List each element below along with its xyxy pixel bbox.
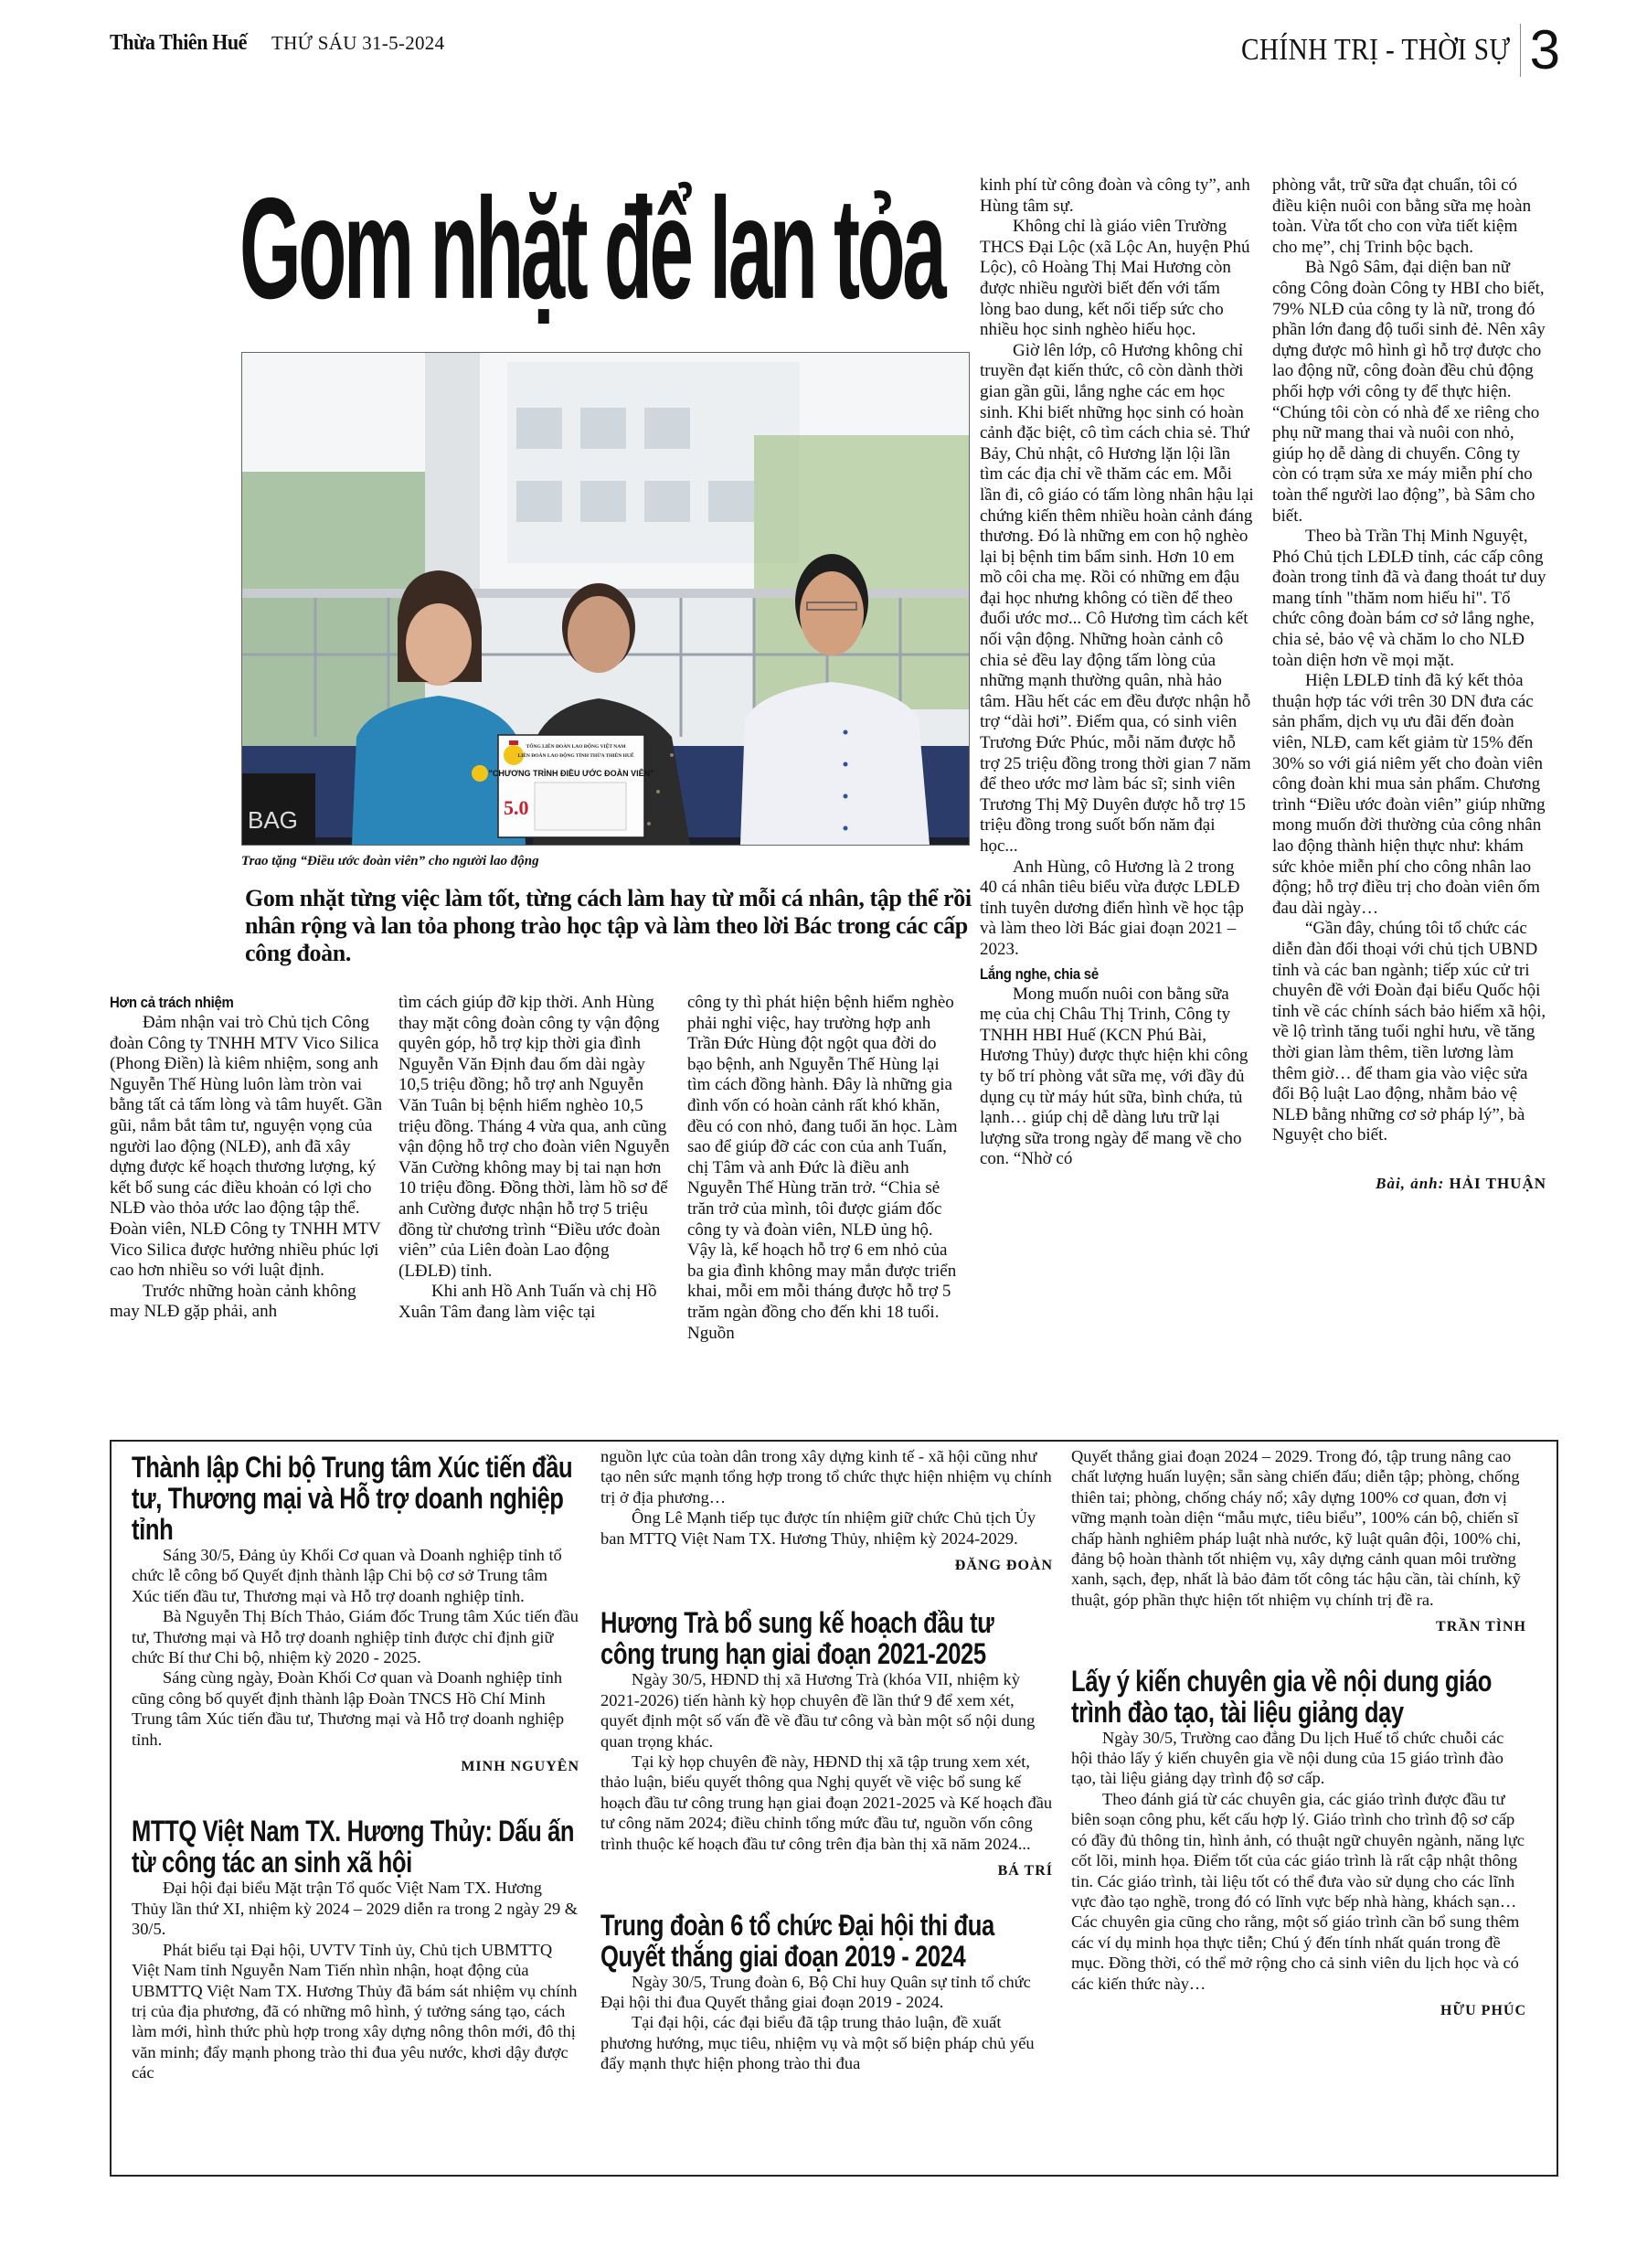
paragraph: kinh phí từ công đoàn và công ty”, anh Hùng tâm sự. bbox=[980, 176, 1250, 216]
paragraph: công ty thì phát hiện bệnh hiểm nghèo phải nghỉ việc, hay trường hợp anh Trần Đức Hùng đột ngột qua đời do bạo bệnh, anh Nguyễn Thế Hùng lại tìm cách đồng hành. Đây là những gia đình vốn có hoàn cảnh rất khó khăn, đều có con nhỏ, đang tuổi ăn học. Làm sao để giúp đỡ các con của anh Tuấn, chị Tâm và anh Đức là điều anh Nguyễn Thế Hùng trăn trở. “Chia sẻ trăn trở của mình, tôi được giám đốc công ty và đoàn viên, NLĐ ủng hộ. Vậy là, kế hoạch hỗ trợ 6 em nhỏ của ba gia đình không may mắn được triển khai, mỗi em mỗi tháng được hỗ trợ 5 trăm ngàn đồng cho đến khi 18 tuổi. Nguồn bbox=[687, 993, 958, 1343]
paragraph: Anh Hùng, cô Hương là 2 trong 40 cá nhân tiêu biểu vừa được LĐLĐ tỉnh tuyên dương điển hình về học tập và làm theo lời Bác giai đoạn 2021 – 2023. bbox=[980, 857, 1244, 959]
paragraph: Đại hội đại biểu Mặt trận Tổ quốc Việt Nam TX. Hương Thủy lần thứ XI, nhiệm kỳ 2024 – 2029 diễn ra trong 2 ngày 29 & 30/5. bbox=[132, 1879, 579, 1939]
issue-date: THỨ SÁU 31-5-2024 bbox=[271, 32, 445, 54]
paragraph: tìm cách giúp đỡ kịp thời. Anh Hùng thay mặt công đoàn công ty vận động quyên góp, hỗ trợ kịp thời gia đình Nguyễn Văn Định đau ốm dài ngày 10,5 triệu đồng; hỗ trợ anh Nguyễn Văn Tuân bị bệnh hiểm nghèo 10,5 triệu đồng. Tháng 4 vừa qua, anh cũng vận động hỗ trợ cho đoàn viên Nguyễn Văn Cường không may bị tai nạn hơn 10 triệu đồng. Đồng thời, làm hồ sơ để anh Cường được nhận hỗ trợ 5 triệu đồng từ chương trình “Điều ước đoàn viên” của Liên đoàn Lao động (LĐLĐ) tỉnh. bbox=[398, 993, 670, 1281]
bag-text: BAG bbox=[248, 806, 298, 834]
article-byline bbox=[1272, 1174, 1546, 1195]
section-divider bbox=[1520, 24, 1521, 77]
article-column-3 bbox=[687, 993, 962, 1344]
article-column-2 bbox=[398, 993, 671, 1324]
brief-byline: TRẦN TÌNH bbox=[1436, 1619, 1526, 1635]
brief-byline: BÁ TRÍ bbox=[997, 1863, 1053, 1879]
subheading: Hơn cả trách nhiệm bbox=[110, 994, 234, 1011]
subheading: Lắng nghe, chia sẻ bbox=[980, 964, 1099, 983]
paragraph: Đảm nhận vai trò Chủ tịch Công đoàn Công ty TNHH MTV Vico Silica (Phong Điền) là kiêm nhiệm, song anh Nguyễn Thế Hùng luôn làm tròn vai bằng tất cả tấm lòng và tâm huyết. Gần gũi, nắm bắt tâm tư, nguyện vọng của người lao động (NLĐ), anh đã xây dựng được kế hoạch thương lượng, ký kết bổ sung các điều khoản có lợi cho NLĐ vào thỏa ước lao động tập thể. Đoàn viên, NLĐ Công ty TNHH MTV Vico Silica được hưởng nhiều phúc lợi cao hơn nhiều so với luật định. bbox=[110, 1013, 383, 1281]
brief-byline: MINH NGUYÊN bbox=[461, 1759, 579, 1775]
paragraph: nguồn lực của toàn dân trong xây dựng kinh tế - xã hội cũng như tạo nên sức mạnh tổng hợp trong tổ chức thực hiện nhiệm vụ chính trị ở địa phương… bbox=[600, 1447, 1052, 1507]
paragraph: Hiện LĐLĐ tỉnh đã ký kết thỏa thuận hợp tác với trên 30 DN đưa các sản phẩm, dịch vụ ưu đãi đến đoàn viên, NLĐ, cam kết giảm từ 15% đến 30% so với giá niêm yết cho đoàn viên công đoàn khi mua sản phẩm. Chương trình “Điều ước đoàn viên” giúp những mong muốn đời thường của công nhân lao động thành hiện thực như: khám sức khỏe miễn phí cho công nhân lao động; hỗ trợ điều trị cho đoàn viên ốm đau dài ngày… bbox=[1272, 671, 1546, 918]
brief-title: Hương Trà bổ sung kế hoạch đầu tư công trung hạn giai đoạn 2021-2025 bbox=[600, 1606, 994, 1671]
paragraph: Phát biểu tại Đại hội, UVTV Tỉnh ủy, Chủ tịch UBMTTQ Việt Nam tỉnh Nguyễn Nam Tiến nhìn nhận, hoạt động của UBMTTQ Việt Nam TX. Hương Thủy đã bám sát nhiệm vụ chính trị của địa phương, đã có những mô hình, ý tưởng sáng tạo, cách làm mới, hình thức phù hợp trong xây dựng nông thôn mới, đô thị văn minh; đẩy mạnh phong trào thi đua yêu nước, khơi dậy được các bbox=[132, 1940, 578, 2082]
paragraph: Theo bà Trần Thị Minh Nguyệt, Phó Chủ tịch LĐLĐ tỉnh, các cấp công đoàn trong tỉnh đã và đang thoát tư duy mang tính "thăm nom hiếu hỉ". Tổ chức công đoàn bám cơ sở lắng nghe, chia sẻ, bảo vệ và chăm lo cho NLĐ toàn diện hơn về mọi mặt. bbox=[1272, 527, 1546, 670]
brief-byline: HỮU PHÚC bbox=[1440, 2002, 1526, 2018]
page-number: 3 bbox=[1529, 19, 1560, 80]
paragraph: Sáng cùng ngày, Đoàn Khối Cơ quan và Doanh nghiệp tỉnh cũng công bố quyết định thành lập Đoàn TNCS Hồ Chí Minh Trung tâm Xúc tiến đầu tư, Thương mại và Hỗ trợ doanh nghiệp tỉnh. bbox=[132, 1668, 565, 1749]
paragraph: Ngày 30/5, Trung đoàn 6, Bộ Chỉ huy Quân sự tỉnh tổ chức Đại hội thi đua Quyết thắng giai đoạn 2019 - 2024. bbox=[600, 1972, 1031, 2011]
brief-title: Trung đoàn 6 tổ chức Đại hội thi đua Quyết thắng giai đoạn 2019 - 2024 bbox=[600, 1908, 994, 1973]
paragraph: Giờ lên lớp, cô Hương không chỉ truyền đạt kiến thức, cô còn dành thời gian gần gũi, lắng nghe các em học sinh. Khi biết những học sinh có hoàn cảnh đặc biệt, cô tìm cách chia sẻ. Thứ Bảy, Chủ nhật, cô Hương lặn lội lần tìm các địa chỉ về thăm các em. Mỗi lần đi, cô giáo có tấm lòng nhân hậu lại chứng kiến thêm nhiều hoàn cảnh đáng thương. Đó là những em con hộ nghèo lại bị bệnh tim bẩm sinh. Hơn 10 em mồ côi cha mẹ. Rồi có những em đậu đại học nhưng không có tiền để theo đuổi ước mơ... Cô Hương tìm cách kết nối vận động. Những hoàn cảnh cô chia sẻ đều lay động tấm lòng của những mạnh thường quân, nhà hảo tâm. Hầu hết các em đều được nhận hỗ trợ “dài hơi”. Điểm qua, có sinh viên Trương Đức Phúc, mỗi năm được hỗ trợ 25 triệu đồng trong thời gian 7 năm để theo ước mơ làm bác sĩ; sinh viên Trương Thị Mỹ Duyên được hỗ trợ 15 triệu đồng trong suốt bốn năm đại học... bbox=[980, 340, 1254, 856]
paragraph: Ngày 30/5, Trường cao đẳng Du lịch Huế tổ chức chuỗi các hội thảo lấy ý kiến chuyên gia về nội dung của 15 giáo trình đào tạo, tài liệu giảng dạy trình độ sơ cấp. bbox=[1071, 1728, 1504, 1788]
article-column-5 bbox=[1272, 176, 1546, 1195]
briefs-column-3 bbox=[1071, 1446, 1526, 2021]
paragraph: phòng vắt, trữ sữa đạt chuẩn, tôi có điều kiện nuôi con bằng sữa mẹ hoàn toàn. Vừa tốt cho con vừa tiết kiệm cho mẹ”, chị Trinh bộc bạch. bbox=[1272, 176, 1532, 257]
paragraph: Ngày 30/5, HĐND thị xã Hương Trà (khóa VII, nhiệm kỳ 2021-2026) tiến hành kỳ họp chuyên đề lần thứ 9 để xem xét, quyết định một số vấn đề về đầu tư công và bàn một số nội dung quan trọng khác. bbox=[600, 1670, 1036, 1751]
paragraph: Tại kỳ họp chuyên đề này, HĐND thị xã tập trung xem xét, thảo luận, biểu quyết thông qua Nghị quyết về việc bổ sung kế hoạch đầu tư công trung hạn giai đoạn 2021-2025 và Kế hoạch đầu tư công năm 2024; điều chỉnh tổng mức đầu tư, nguồn vốn công trình thuộc kế hoạch đầu tư công trên địa bàn thị xã năm 2024... bbox=[600, 1752, 1053, 1853]
masthead bbox=[110, 31, 444, 56]
article-column-4 bbox=[980, 176, 1254, 1170]
byline-label: Bài, ảnh: bbox=[1376, 1174, 1445, 1192]
paragraph: Sáng 30/5, Đảng ủy Khối Cơ quan và Doanh nghiệp tỉnh tổ chức lễ công bố Quyết định thành lập Chi bộ cơ sở Trung tâm Xúc tiến đầu tư, Thương mại và Hỗ trợ doanh nghiệp tỉnh. bbox=[132, 1546, 562, 1605]
board-line2: LIÊN ĐOÀN LAO ĐỘNG TỈNH THỪA THIÊN HUẾ bbox=[517, 753, 634, 759]
paragraph: Quyết thắng giai đoạn 2024 – 2029. Trong đó, tập trung nâng cao chất lượng huấn luyện; sẵn sàng chiến đấu; diễn tập; phòng, chống thiên tai; phòng, chống cháy nổ; xây dựng 100% cơ quan, đơn vị vững mạnh toàn diện “mẫu mực, tiêu biểu”, 100% cán bộ, chiến sĩ chấp hành nghiêm pháp luật nhà nước, kỹ luật quân đội, 100% chi, đảng bộ hoàn thành tốt nhiệm vụ, xây dựng cảnh quan môi trường xanh, sạch, đẹp, nhất là bảo đảm tốt công tác hậu cần, tài chính, kỹ thuật, góp phần thực hiện tốt nhiệm vụ chính trị đề ra. bbox=[1071, 1447, 1522, 1609]
main-headline: Gom nhặt để lan tỏa bbox=[239, 167, 944, 329]
paragraph: Theo đánh giá từ các chuyên gia, các giáo trình được đầu tư biên soạn công phu, kết cấu hợp lý. Giáo trình cho trình độ sơ cấp có đầy đủ thông tin, hình ảnh, có thuật ngữ chuyên ngành, năng lực cốt lõi, minh họa. Điểm tốt của các giáo trình là rất cập nhật thông tin. Các giáo trình, tài liệu tốt có thể đưa vào sử dụng cho các lĩnh vực đào tạo nghề, trong đó có lĩnh vực bếp nhà hàng, khách sạn… Các chuyên gia cũng cho rằng, một số giáo trình cần bổ sung thêm các ví dụ minh họa thực tiễn; Chú ý đến tính nhất quán trong đề mục. Đồng thời, có thể mở rộng cho cả sinh viên du lịch học và có các kiến thức này… bbox=[1071, 1789, 1525, 1993]
photo-illustration bbox=[242, 353, 969, 845]
paragraph: Bà Nguyễn Thị Bích Thảo, Giám đốc Trung tâm Xúc tiến đầu tư, Thương mại và Hỗ trợ doanh nghiệp tỉnh được chỉ định giữ chức Bí thư Chi bộ, nhiệm kỳ 2020 - 2025. bbox=[132, 1607, 579, 1667]
brief-title: MTTQ Việt Nam TX. Hương Thủy: Dấu ấn từ công tác an sinh xã hội bbox=[132, 1815, 575, 1879]
main-photo bbox=[241, 352, 970, 846]
brief-byline: ĐĂNG ĐOÀN bbox=[954, 1558, 1053, 1574]
article-column-1 bbox=[110, 993, 384, 1323]
paragraph: Không chỉ là giáo viên Trường THCS Đại Lộc (xã Lộc An, huyện Phú Lộc), cô Hoàng Thị Mai Hương còn được nhiều người biết đến với tấm lòng bao dung, kết nối tiếp sức cho nhiều học sinh nghèo hiếu học. bbox=[980, 217, 1250, 340]
paper-name: Thừa Thiên Huế bbox=[110, 31, 247, 55]
article-lead: Gom nhặt từng việc làm tốt, từng cách làm hay từ mỗi cá nhân, tập thể rồi nhân rộng và lan tỏa phong trào học tập và làm theo lời Bác trong các cấp công đoàn. bbox=[245, 885, 972, 966]
brief-title: Thành lập Chi bộ Trung tâm Xúc tiến đầu tư, Thương mại và Hỗ trợ doanh nghiệp tỉnh bbox=[132, 1451, 573, 1546]
paragraph: Khi anh Hồ Anh Tuấn và chị Hồ Xuân Tâm đang làm việc tại bbox=[398, 1282, 657, 1322]
brief-title: Lấy ý kiến chuyên gia về nội dung giáo trình đào tạo, tài liệu giảng dạy bbox=[1071, 1664, 1492, 1729]
briefs-column-1 bbox=[132, 1452, 579, 2083]
briefs-column-2 bbox=[600, 1446, 1053, 2074]
section-name: CHÍNH TRỊ - THỜI SỰ bbox=[1241, 33, 1511, 67]
paragraph: Bà Ngô Sâm, đại diện ban nữ công Công đoàn Công ty HBI cho biết, 79% NLĐ của công ty là nữ, trong đó phần lớn đang độ tuổi sinh đẻ. Nên xây dựng được mô hình gì hỗ trợ được cho lao động nữ, công đoàn đều chủ động phối hợp với công ty để thực hiện. “Chúng tôi còn có nhà để xe riêng cho phụ nữ mang thai và nuôi con nhỏ, giúp họ dễ dàng di chuyển. Công ty còn có trạm sửa xe máy miễn phí cho toàn thể người lao động”, bà Sâm cho biết. bbox=[1272, 258, 1546, 526]
paragraph: Trước những hoàn cảnh không may NLĐ gặp phải, anh bbox=[110, 1281, 356, 1322]
section-header bbox=[1197, 19, 1560, 80]
byline-name: HẢI THUẬN bbox=[1449, 1174, 1546, 1192]
paragraph: Mong muốn nuôi con bằng sữa mẹ của chị Châu Thị Trinh, Công ty TNHH HBI Huế (KCN Phú Bài, Hương Thủy) được thực hiện khi công ty bố trí phòng vắt sữa mẹ, với đầy đủ dụng cụ từ máy hút sữa, bình chứa, tủ lạnh… giúp chị dễ dàng lưu trữ lại lượng sữa trong ngày để mang về cho con. “Nhờ có bbox=[980, 984, 1249, 1169]
board-line1: TỔNG LIÊN ĐOÀN LAO ĐỘNG VIỆT NAM bbox=[526, 744, 626, 750]
paragraph: Ông Lê Mạnh tiếp tục được tín nhiệm giữ chức Chủ tịch Ủy ban MTTQ Việt Nam TX. Hương Thủy, nhiệm kỳ 2024-2029. bbox=[600, 1508, 1036, 1548]
paragraph: Tại đại hội, các đại biểu đã tập trung thảo luận, đề xuất phương hướng, mục tiêu, nhiệm vụ và một số biện pháp chủ yếu đẩy mạnh thực hiện phong trào thi đua bbox=[600, 2013, 1035, 2073]
board-title: "CHƯƠNG TRÌNH ĐIỀU ƯỚC ĐOÀN VIÊN" bbox=[488, 769, 654, 778]
board-amount: 5.0 bbox=[504, 796, 529, 819]
paragraph: “Gần đây, chúng tôi tổ chức các diễn đàn đối thoại với chủ tịch UBND tỉnh và các ban ngành; tiếp xúc cử tri chuyên đề với Đoàn đại biểu Quốc hội tỉnh về các chính sách bảo hiểm xã hội, về lộ trình tăng tuổi nghỉ hưu, về tăng thời gian làm thêm, tiền lương làm thêm giờ… để tham gia vào việc sửa đổi Bộ luật Lao động, nhằm bảo vệ NLĐ bằng những cơ sở pháp lý”, bà Nguyệt cho biết. bbox=[1272, 919, 1546, 1145]
photo-caption: Trao tặng “Điều ước đoàn viên” cho người lao động bbox=[241, 854, 539, 868]
